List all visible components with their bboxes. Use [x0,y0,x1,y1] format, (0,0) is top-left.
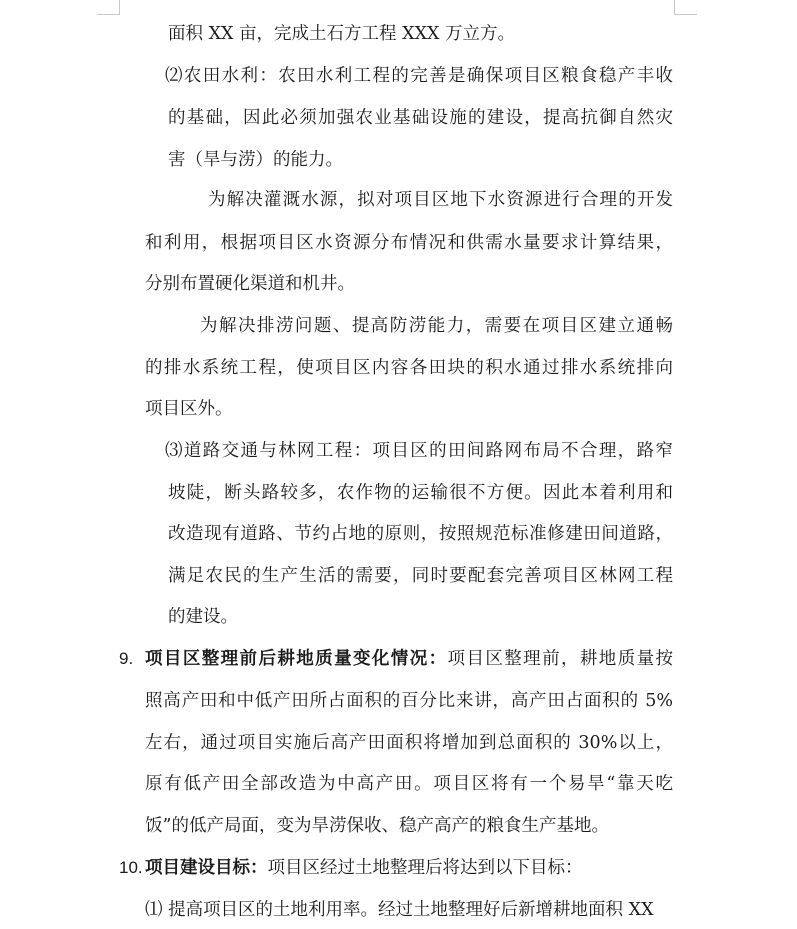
paragraph-line: 坡陡，断头路较多，农作物的运输很不方便。因此本着利用和 [168,483,673,503]
paragraph-line: 饭”的低产局面，变为旱涝保收、稳产高产的粮食生产基地。 [145,816,609,836]
paragraph-line: 为解决排涝问题、提高防涝能力，需要在项目区建立通畅 [200,316,673,336]
paragraph-line: ⑵农田水利：农田水利工程的完善是确保项目区粮食稳产丰收 [165,66,673,86]
paragraph-line: 改造现有道路、节约占地的原则，按照规范标准修建田间道路， [168,524,673,544]
list-item-heading: 项目建设目标： [145,858,268,878]
list-item-first-line [145,647,673,671]
paragraph-line: 和利用，根据项目区水资源分布情况和供需水量要求计算结果， [145,233,673,253]
paragraph-line: 面积 XX 亩，完成土石方工程 XXX 万立方。 [168,24,516,44]
paragraph-line: 的基础，因此必须加强农业基础设施的建设，提高抗御自然灾 [168,108,673,128]
paragraph-line: 照高产田和中低产田所占面积的百分比来讲，高产田占面积的 5% [145,691,673,711]
paragraph-line: 的建设。 [168,607,238,627]
paragraph-line: 为解决灌溉水源，拟对项目区地下水资源进行合理的开发 [208,190,673,210]
paragraph-line: 左右，通过项目实施后高产田面积将增加到总面积的 30%以上， [145,733,673,753]
list-number: 9. [119,649,134,668]
paragraph-line: ⑶道路交通与林网工程：项目区的田间路网布局不合理，路窄 [165,441,673,461]
list-item-first-line [145,856,583,880]
list-number: 10. [119,858,143,877]
paragraph-line: 害（旱与涝）的能力。 [168,150,343,170]
list-item-text: 项目区经过土地整理后将达到以下目标： [267,858,583,878]
paragraph-line: 原有低产田全部改造为中高产田。项目区将有一个易旱“靠天吃 [145,774,673,794]
paragraph-line: ⑴ 提高项目区的土地利用率。经过土地整理好后新增耕地面积 XX [145,900,654,920]
list-item-heading: 项目区整理前后耕地质量变化情况： [145,649,448,669]
list-item-text: 项目区整理前，耕地质量按 [447,649,674,669]
margin-mark-top-right [674,0,697,15]
paragraph-line: 分别布置硬化渠道和机井。 [145,274,355,294]
paragraph-line: 满足农民的生产生活的需要，同时要配套完善项目区林网工程 [168,566,673,586]
paragraph-line: 项目区外。 [145,399,233,419]
paragraph-line: 的排水系统工程，使项目区内容各田块的积水通过排水系统排向 [145,358,673,378]
margin-mark-top-left [97,0,120,15]
